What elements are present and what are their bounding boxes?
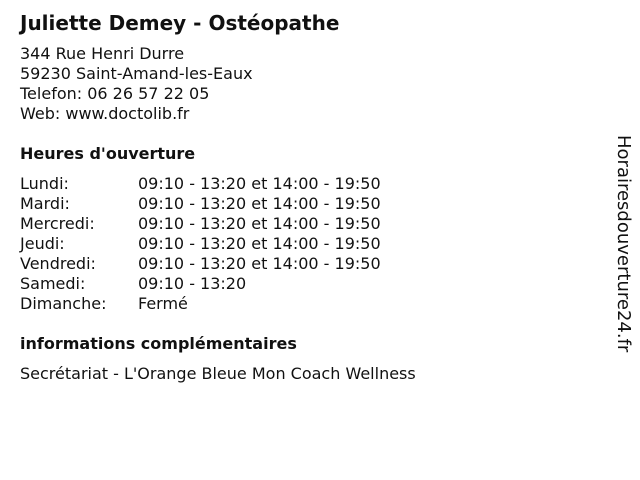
hours-row-tuesday (20, 194, 600, 214)
time-value: 09:10 - 13:20 et 14:00 - 19:50 (138, 254, 381, 273)
hours-row-monday (20, 174, 600, 194)
day-label: Samedi: (20, 274, 86, 293)
time-value: Fermé (138, 294, 188, 313)
hours-heading: Heures d'ouverture (20, 144, 196, 163)
hours-row-saturday (20, 274, 600, 294)
day-label: Vendredi: (20, 254, 96, 273)
day-label: Mardi: (20, 194, 70, 213)
phone-line: Telefon: 06 26 57 22 05 (20, 84, 210, 103)
address-street: 344 Rue Henri Durre (20, 44, 185, 63)
time-value: 09:10 - 13:20 (138, 274, 247, 293)
hours-row-thursday (20, 234, 600, 254)
day-label: Dimanche: (20, 294, 107, 313)
time-value: 09:10 - 13:20 et 14:00 - 19:50 (138, 174, 381, 193)
time-value: 09:10 - 13:20 et 14:00 - 19:50 (138, 214, 381, 233)
business-card (20, 10, 600, 384)
address-block (20, 44, 600, 124)
time-value: 09:10 - 13:20 et 14:00 - 19:50 (138, 194, 381, 213)
hours-row-friday (20, 254, 600, 274)
day-label: Lundi: (20, 174, 69, 193)
hours-row-wednesday (20, 214, 600, 234)
web-line: Web: www.doctolib.fr (20, 104, 190, 123)
brand-watermark: Horairesdouverture24.fr (613, 135, 634, 353)
hours-table (20, 174, 600, 314)
day-label: Mercredi: (20, 214, 95, 233)
info-text: Secrétariat - L'Orange Bleue Mon Coach Wellness (20, 364, 416, 383)
address-city: 59230 Saint-Amand-les-Eaux (20, 64, 253, 83)
business-title: Juliette Demey - Ostéopathe (20, 11, 340, 35)
time-value: 09:10 - 13:20 et 14:00 - 19:50 (138, 234, 381, 253)
hours-row-sunday (20, 294, 600, 314)
info-heading: informations complémentaires (20, 334, 297, 353)
day-label: Jeudi: (20, 234, 65, 253)
